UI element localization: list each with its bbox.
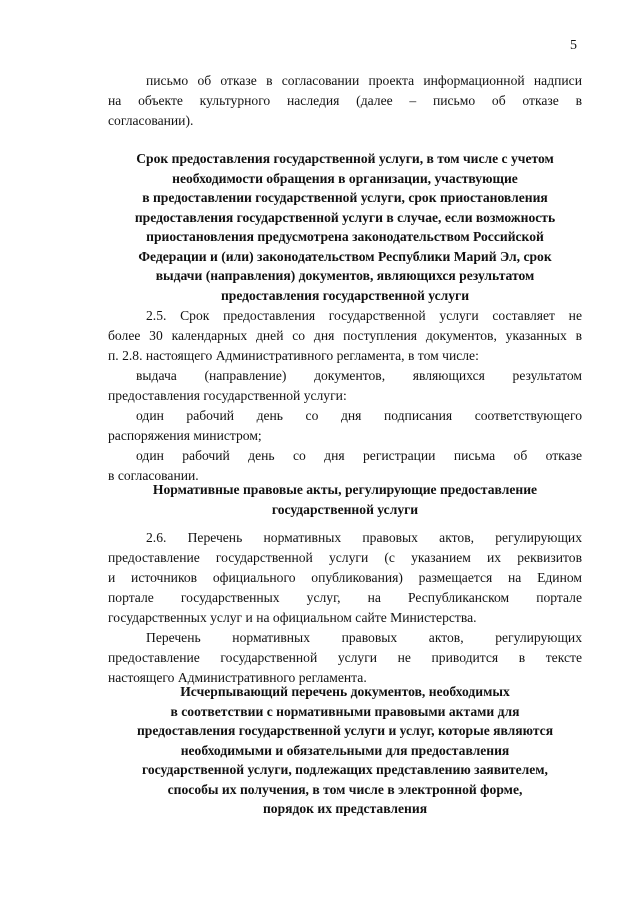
heading-line: необходимыми и обязательными для предоставления — [180, 742, 510, 758]
heading-line: Срок предоставления государственной услуги, в том числе с учетом — [136, 151, 554, 166]
heading-line: выдачи (направления) документов, являющихся результатом — [155, 268, 535, 283]
heading-line: Нормативные правовые акты, регулирующие предоставление — [152, 482, 538, 497]
heading-line: государственной услуги, подлежащих представлению заявителем, — [142, 762, 548, 777]
text-line: п. 2.8. настоящего Административного регламента, в том числе: — [108, 348, 479, 363]
section-heading-term — [108, 149, 582, 305]
paragraph-2-5 — [108, 306, 582, 486]
heading-line: предоставления государственной услуги — [220, 287, 470, 303]
text-line: 2.6. Перечень нормативных правовых актов, регулирующих — [146, 530, 582, 545]
text-line: и источников официального опубликования) размещается на Едином — [108, 570, 582, 585]
heading-line: предоставления государственной услуги и услуг, которые являются — [136, 723, 554, 738]
heading-line: способы их получения, в том числе в электронной форме, — [167, 781, 523, 797]
heading-line: Федерации и (или) законодательством Республики Марий Эл, срок — [138, 248, 552, 264]
text-line: государственных услуг и на официальном сайте Министерства. — [108, 610, 477, 625]
text-line: выдача (направление) документов, являющихся результатом — [136, 368, 582, 383]
heading-line: предоставления государственной услуги в случае, если возможность — [134, 209, 556, 225]
text-line: Перечень нормативных правовых актов, регулирующих — [146, 630, 582, 645]
text-line: портале государственных услуг, на Республиканском портале — [108, 590, 582, 605]
text-line: письмо об отказе в согласовании проекта информационной надписи — [146, 73, 582, 88]
heading-line: порядок их представления — [262, 801, 428, 816]
text-line: один рабочий день со дня регистрации письма об отказе — [136, 448, 582, 463]
text-line: один рабочий день со дня подписания соответствующего — [136, 408, 582, 423]
text-line: предоставление государственной услуги не приводится в тексте — [108, 650, 582, 665]
text-line: в согласовании. — [108, 468, 199, 483]
text-line: более 30 календарных дней со дня поступления документов, указанных в — [108, 328, 582, 343]
heading-line: в соответствии с нормативными правовыми актами для — [170, 703, 520, 719]
intro-paragraph — [108, 71, 582, 131]
section-heading-legal-acts — [108, 480, 582, 519]
heading-line: в предоставлении государственной услуги, срок приостановления — [142, 190, 548, 205]
text-line: настоящего Административного регламента. — [108, 670, 367, 685]
section-heading-documents-list — [108, 682, 582, 819]
heading-line: государственной услуги — [271, 501, 419, 517]
heading-line: Исчерпывающий перечень документов, необходимых — [180, 684, 510, 699]
heading-line: приостановления предусмотрена законодательством Российской — [146, 229, 544, 244]
page-number: 5 — [570, 38, 577, 53]
text-line: согласовании). — [108, 113, 194, 128]
paragraph-2-6 — [108, 528, 582, 688]
text-line: распоряжения министром; — [108, 428, 262, 443]
text-line: 2.5. Срок предоставления государственной услуги составляет не — [146, 308, 582, 323]
text-line: предоставление государственной услуги (с указанием их реквизитов — [108, 550, 582, 565]
text-line: предоставления государственной услуги: — [108, 388, 347, 403]
heading-line: необходимости обращения в организации, участвующие — [172, 170, 518, 186]
text-line: на объекте культурного наследия (далее – письмо об отказе в — [108, 93, 582, 108]
